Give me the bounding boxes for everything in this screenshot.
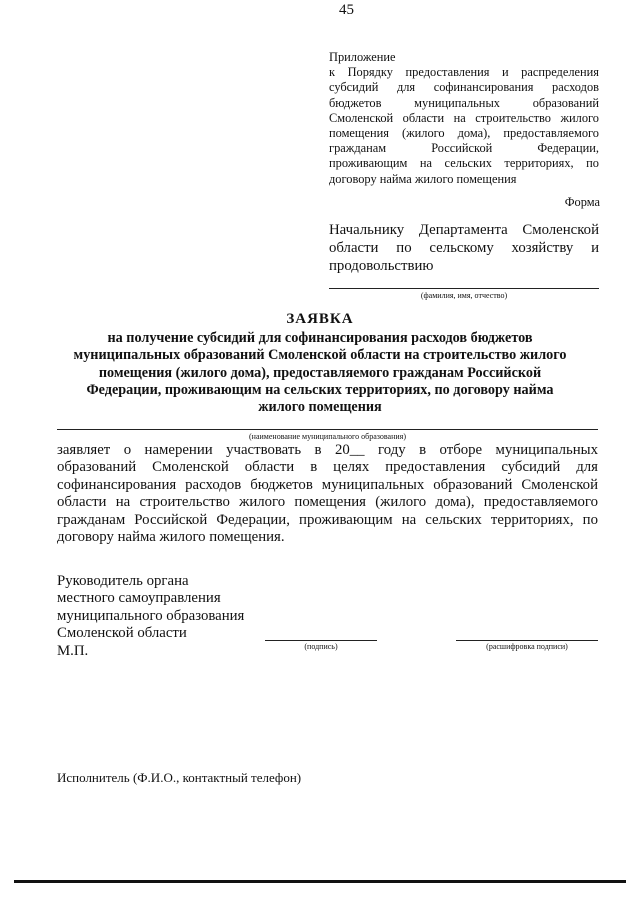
- decryption-caption: (расшифровка подписи): [486, 642, 568, 651]
- body-line-4: области на строительство жилого помещения (жилого дома), предоставляемого: [57, 494, 598, 511]
- stamp-place-label: М.П.: [57, 642, 89, 659]
- subtitle-line-2: муниципальных образований Смоленской области на строительство жилого: [73, 347, 567, 364]
- addressee-line-2: области по сельскому хозяйству и: [329, 240, 599, 256]
- fio-fill-line[interactable]: [329, 288, 599, 289]
- appendix-line-4: бюджетов муниципальных образований: [329, 95, 599, 110]
- appendix-line-2: к Порядку предоставления и распределения: [329, 65, 599, 80]
- subtitle-line-4: Федерации, проживающим на сельских территориях, по договору найма: [86, 381, 554, 398]
- subtitle-line-1: на получение субсидий для софинансирования расходов бюджетов: [107, 330, 533, 346]
- addressee-line-1: Начальнику Департамента Смоленской: [329, 222, 599, 238]
- appendix-line-8: проживающим на сельских территориях, по: [329, 156, 599, 171]
- body-line-2: образований Смоленской области в целях предоставления субсидий для: [57, 459, 598, 476]
- document-title: ЗАЯВКА: [286, 311, 354, 327]
- decryption-fill-line[interactable]: [456, 640, 598, 641]
- appendix-line-6: помещения (жилого дома), предоставляемого: [329, 126, 599, 141]
- municipality-caption: (наименование муниципального образования): [249, 432, 406, 441]
- body-line-3: софинансирования расходов бюджетов муниципальных образований Смоленской: [57, 476, 598, 493]
- addressee-block: [329, 221, 599, 275]
- addressee-line-3: продовольствию: [329, 258, 434, 274]
- signature-fill-line[interactable]: [265, 640, 377, 641]
- signatory-line-4: Смоленской области: [57, 625, 187, 642]
- body-paragraph: [57, 442, 598, 546]
- appendix-line-9: договору найма жилого помещения: [329, 171, 517, 186]
- appendix-block: [329, 50, 599, 187]
- appendix-line-3: субсидий для софинансирования расходов: [329, 80, 599, 95]
- appendix-line-5: Смоленской области на строительство жилого: [329, 110, 599, 125]
- page-bottom-rule: [14, 880, 626, 883]
- body-line-6: договору найма жилого помещения.: [57, 529, 285, 546]
- signatory-line-2: местного самоуправления: [57, 590, 221, 607]
- appendix-line-1: Приложение: [329, 50, 396, 64]
- subtitle-line-3: помещения (жилого дома), предоставляемого гражданам Российской: [98, 364, 542, 381]
- body-line-1: заявляет о намерении участвовать в 20__ году в отборе муниципальных: [57, 442, 598, 458]
- signature-caption: (подпись): [304, 642, 338, 651]
- signatory-block: [57, 573, 244, 660]
- body-line-5: гражданам Российской Федерации, проживающим на сельских территориях, по: [57, 511, 598, 528]
- signatory-line-3: муниципального образования: [57, 607, 245, 624]
- appendix-line-7: гражданам Российской Федерации,: [329, 141, 599, 156]
- form-label: Форма: [564, 195, 600, 209]
- fio-caption: (фамилия, имя, отчество): [420, 291, 508, 300]
- municipality-fill-line[interactable]: [57, 429, 598, 430]
- document-subtitle: [55, 330, 585, 416]
- page-number: 45: [339, 2, 354, 18]
- executor-label: Исполнитель (Ф.И.О., контактный телефон): [57, 770, 302, 785]
- subtitle-line-5: жилого помещения: [258, 399, 382, 416]
- signatory-line-1: Руководитель органа: [57, 573, 189, 589]
